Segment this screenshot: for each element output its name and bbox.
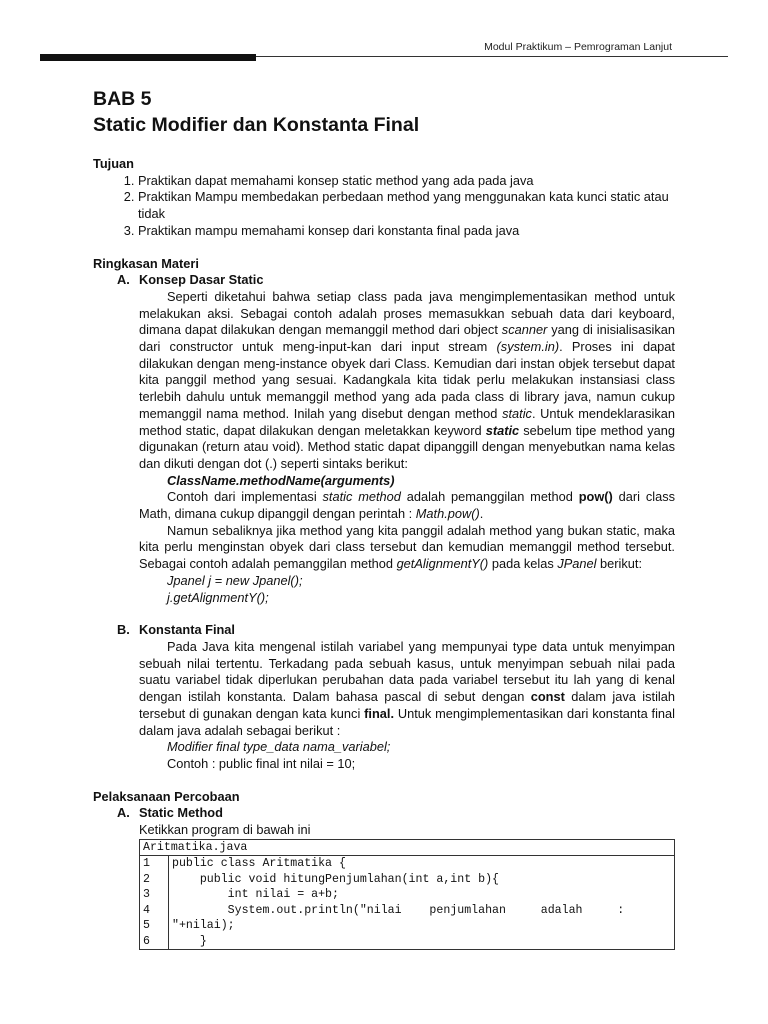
header-thin-rule	[256, 56, 728, 57]
chapter-number: BAB 5	[93, 88, 152, 110]
paragraph: Contoh dari implementasi static method adalah pemanggilan method pow() dari class Math, dimana cukup dipanggil dengan perintah : Math.pow().	[139, 489, 675, 522]
page-content	[93, 86, 675, 950]
konstanta-final-body	[139, 639, 675, 773]
subsection-label: B.	[117, 622, 130, 638]
code-text: public class Aritmatika {	[169, 856, 675, 872]
subsection-b-heading	[117, 622, 675, 639]
list-item: 1. Praktikan dapat memahami konsep static method yang ada pada java	[138, 173, 675, 190]
table-row	[140, 918, 675, 934]
header-thick-rule	[40, 54, 256, 61]
list-item: 2. Praktikan Mampu membedakan perbedaan method yang menggunakan kata kunci static atau tidak	[138, 189, 675, 222]
subsection-label: A.	[117, 805, 130, 821]
table-row	[140, 856, 675, 872]
subsection-title: Static Method	[139, 805, 223, 821]
line-number: 2	[140, 872, 169, 888]
subsection-title: Konstanta Final	[139, 622, 235, 638]
code-text: System.out.println("nilai penjumlahan adalah :	[169, 903, 675, 919]
syntax-line: ClassName.methodName(arguments)	[167, 472, 395, 488]
code-line: Jpanel j = new Jpanel();	[167, 572, 303, 588]
code-text: "+nilai);	[169, 918, 675, 934]
subsection-a-heading	[117, 805, 675, 822]
subsection-title: Konsep Dasar Static	[139, 272, 264, 288]
code-text: public void hitungPenjumlahan(int a,int b){	[169, 872, 675, 888]
chapter-title: Static Modifier dan Konstanta Final	[93, 114, 420, 136]
line-number: 1	[140, 856, 169, 872]
code-text: }	[169, 934, 675, 950]
code-listing	[139, 839, 675, 951]
pelaksanaan-heading: Pelaksanaan Percobaan	[93, 788, 240, 804]
instruction-text: Ketikkan program di bawah ini	[139, 822, 311, 838]
code-filename: Aritmatika.java	[140, 839, 675, 856]
table-row	[140, 872, 675, 888]
code-text: int nilai = a+b;	[169, 887, 675, 903]
paragraph: Pada Java kita mengenal istilah variabel yang mempunyai type data untuk menyimpan sebuah nilai tertentu. Terkadang pada sebuah kasus, untuk menyimpan sebuah nilai pada suatu variabel tidak diperlukan perubahan data pada variabel tersebut itu lah yang di kenal dengan istilah konstanta. Dalam bahasa pascal di sebut dengan const dalam java istilah tersebut di gunakan dengan kata kunci final. Untuk mengimplementasikan dari konstanta final dalam java adalah sebagai berikut :	[139, 638, 676, 738]
list-item: 3. Praktikan mampu memahami konsep dari konstanta final pada java	[138, 223, 675, 240]
tujuan-heading: Tujuan	[93, 156, 134, 171]
table-row	[140, 887, 675, 903]
subsection-a-heading	[117, 272, 675, 289]
ringkasan-heading: Ringkasan Materi	[93, 255, 199, 271]
paragraph: Namun sebaliknya jika method yang kita panggil adalah method yang bukan static, maka kita perlu menginstan obyek dari class tersebut dan kemudian memanggil method tersebut. Sebagai contoh adalah pemanggilan method getAlignmentY() pada kelas JPanel berikut:	[139, 522, 675, 572]
table-row	[140, 934, 675, 950]
example-line: Contoh : public final int nilai = 10;	[167, 755, 356, 771]
tujuan-list	[93, 173, 675, 240]
line-number: 4	[140, 903, 169, 919]
table-row	[140, 903, 675, 919]
konsep-static-body	[139, 289, 675, 606]
syntax-line: Modifier final type_data nama_variabel;	[167, 739, 391, 755]
paragraph: Seperti diketahui bahwa setiap class pada java mengimplementasikan method untuk melakukan aksi. Sebagai contoh adalah proses memasukkan sebuah data dari keyboard, dimana dapat dilakukan dengan memanggil method dari object scanner yang di inisialisasikan dari constructor untuk meng-input-kan dari input stream (system.in). Proses ini dapat dilakukan dengan meng-instance obyek dari Class. Kemudian dari instan objek tersebut dapat kita panggil method yang sesuai. Kadangkala kita tidak perlu melakukan instansiasi class terlebih dahulu untuk memanggil method yang ada pada class di library java, namun cukup memanggil nama method. Inilah yang disebut dengan method static. Untuk mendeklarasikan method static, dapat dilakukan dengan meletakkan keyword static sebelum tipe method yang digunakan (return atau void). Method static dapat dipanggill dengan menyebutkan nama kelas dan dikuti dengan dot (.) seperti sintaks berikut:	[139, 288, 675, 471]
line-number: 3	[140, 887, 169, 903]
running-header: Modul Praktikum – Pemrograman Lanjut	[484, 41, 672, 53]
code-line: j.getAlignmentY();	[167, 589, 269, 605]
line-number: 5	[140, 918, 169, 934]
subsection-label: A.	[117, 272, 130, 288]
line-number: 6	[140, 934, 169, 950]
